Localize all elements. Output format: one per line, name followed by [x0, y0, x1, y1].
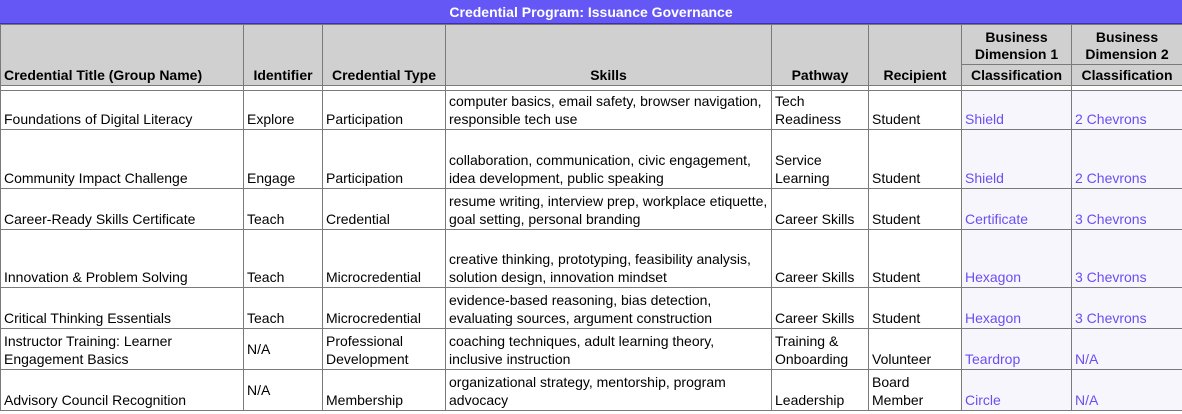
cell-pathway[interactable]: Career Skills [772, 189, 869, 230]
cell-identifier[interactable]: N/A [244, 329, 323, 370]
table-row[interactable] [1, 329, 1182, 370]
header-identifier[interactable]: Identifier [244, 25, 323, 86]
cell-bd1-classification[interactable]: Circle [962, 370, 1072, 411]
cell-pathway[interactable]: Career Skills [772, 288, 869, 329]
cell-bd1-classification[interactable]: Certificate [962, 189, 1072, 230]
cell-skills[interactable]: resume writing, interview prep, workplace etiquette, goal setting, personal branding [446, 189, 772, 230]
header-business-dimension-1[interactable]: Business Dimension 1 [962, 25, 1072, 65]
governance-table [0, 24, 1182, 411]
cell-title[interactable]: Innovation & Problem Solving [1, 230, 244, 288]
cell-type[interactable]: Microcredential [323, 230, 446, 288]
cell-bd2-classification[interactable]: N/A [1072, 370, 1182, 411]
cell-pathway[interactable]: Service Learning [772, 130, 869, 189]
table-row[interactable] [1, 91, 1182, 130]
header-skills[interactable]: Skills [446, 25, 772, 86]
cell-identifier[interactable]: Engage [244, 130, 323, 189]
cell-bd2-classification[interactable]: 3 Chevrons [1072, 288, 1182, 329]
cell-bd1-classification[interactable]: Teardrop [962, 329, 1072, 370]
cell-skills[interactable]: coaching techniques, adult learning theory, inclusive instruction [446, 329, 772, 370]
table-row[interactable] [1, 189, 1182, 230]
sheet-title: Credential Program: Issuance Governance [0, 0, 1182, 24]
cell-recipient[interactable]: Volunteer [869, 329, 962, 370]
cell-recipient[interactable]: Board Member [869, 370, 962, 411]
header-pathway[interactable]: Pathway [772, 25, 869, 86]
cell-identifier[interactable]: Explore [244, 91, 323, 130]
header-credential-type[interactable]: Credential Type [323, 25, 446, 86]
cell-skills[interactable]: computer basics, email safety, browser navigation, responsible tech use [446, 91, 772, 130]
cell-title[interactable]: Foundations of Digital Literacy [1, 91, 244, 130]
cell-identifier[interactable]: Teach [244, 189, 323, 230]
cell-title[interactable]: Instructor Training: Learner Engagement Basics [1, 329, 244, 370]
cell-bd2-classification[interactable]: 3 Chevrons [1072, 189, 1182, 230]
cell-title[interactable]: Advisory Council Recognition [1, 370, 244, 411]
header-credential-title[interactable]: Credential Title (Group Name) [1, 25, 244, 86]
cell-identifier[interactable]: Teach [244, 230, 323, 288]
cell-title[interactable]: Career-Ready Skills Certificate [1, 189, 244, 230]
cell-title[interactable]: Critical Thinking Essentials [1, 288, 244, 329]
cell-bd2-classification[interactable]: N/A [1072, 329, 1182, 370]
cell-type[interactable]: Participation [323, 130, 446, 189]
cell-bd1-classification[interactable]: Shield [962, 130, 1072, 189]
header-recipient[interactable]: Recipient [869, 25, 962, 86]
cell-pathway[interactable]: Tech Readiness [772, 91, 869, 130]
cell-skills[interactable]: evidence-based reasoning, bias detection, evaluating sources, argument construction [446, 288, 772, 329]
cell-bd2-classification[interactable]: 2 Chevrons [1072, 91, 1182, 130]
header-bd2-classification[interactable]: Classification [1072, 65, 1182, 86]
cell-bd1-classification[interactable]: Hexagon [962, 230, 1072, 288]
cell-identifier[interactable]: N/A [244, 370, 323, 411]
header-bd1-classification[interactable]: Classification [962, 65, 1072, 86]
cell-recipient[interactable]: Student [869, 130, 962, 189]
cell-pathway[interactable]: Leadership [772, 370, 869, 411]
cell-type[interactable]: Membership [323, 370, 446, 411]
cell-pathway[interactable]: Career Skills [772, 230, 869, 288]
cell-type[interactable]: Participation [323, 91, 446, 130]
cell-title[interactable]: Community Impact Challenge [1, 130, 244, 189]
cell-identifier[interactable]: Teach [244, 288, 323, 329]
table-row[interactable] [1, 130, 1182, 189]
header-business-dimension-2[interactable]: Business Dimension 2 [1072, 25, 1182, 65]
cell-skills[interactable]: organizational strategy, mentorship, program advocacy [446, 370, 772, 411]
table-row[interactable] [1, 288, 1182, 329]
cell-type[interactable]: Microcredential [323, 288, 446, 329]
cell-recipient[interactable]: Student [869, 91, 962, 130]
cell-bd2-classification[interactable]: 3 Chevrons [1072, 230, 1182, 288]
cell-bd2-classification[interactable]: 2 Chevrons [1072, 130, 1182, 189]
cell-skills[interactable]: collaboration, communication, civic engagement, idea development, public speaking [446, 130, 772, 189]
cell-skills[interactable]: creative thinking, prototyping, feasibility analysis, solution design, innovation mindset [446, 230, 772, 288]
cell-bd1-classification[interactable]: Hexagon [962, 288, 1072, 329]
table-row[interactable] [1, 230, 1182, 288]
cell-recipient[interactable]: Student [869, 230, 962, 288]
cell-type[interactable]: Credential [323, 189, 446, 230]
cell-recipient[interactable]: Student [869, 288, 962, 329]
cell-pathway[interactable]: Training & Onboarding [772, 329, 869, 370]
cell-type[interactable]: Professional Development [323, 329, 446, 370]
table-row[interactable] [1, 370, 1182, 411]
cell-bd1-classification[interactable]: Shield [962, 91, 1072, 130]
cell-recipient[interactable]: Student [869, 189, 962, 230]
